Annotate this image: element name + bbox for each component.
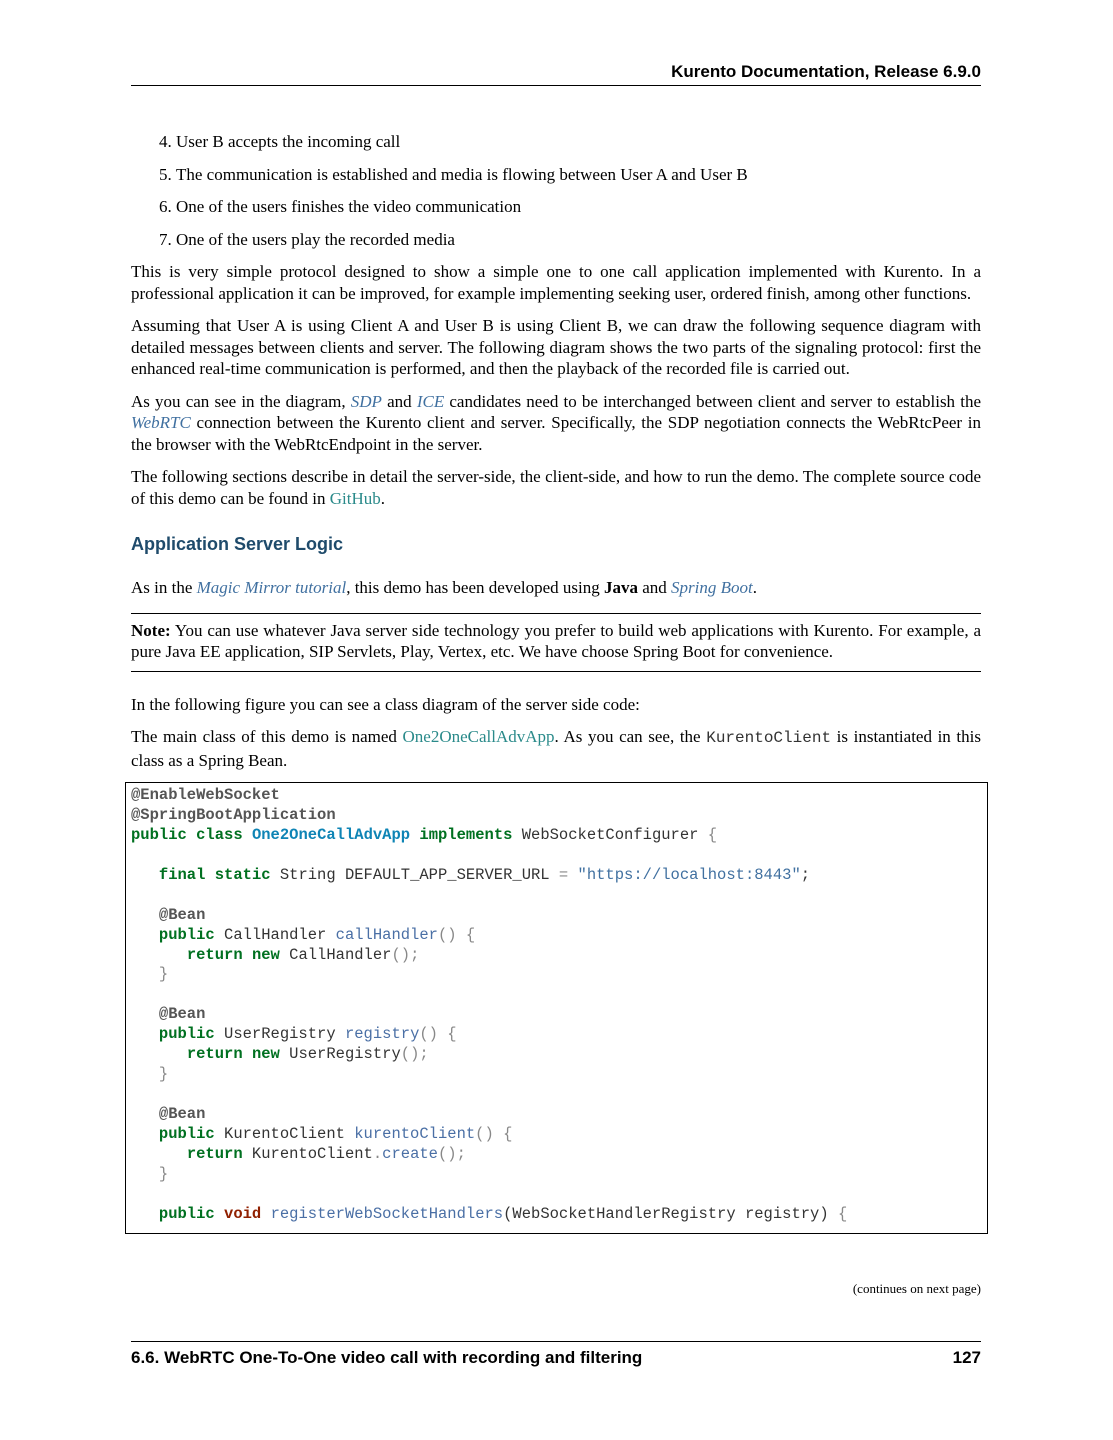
code-line: [126, 1145, 987, 1165]
code-token: {: [447, 1025, 457, 1044]
text: and: [637, 578, 672, 597]
paragraph: This is very simple protocol designed to show a simple one to one call application implemented with Kurento. In a professional application it can be improved, for example implementing seeking user, ordered finish, among other functions.: [131, 262, 981, 303]
webrtc-link[interactable]: WebRTC: [131, 413, 191, 432]
code-token: ();: [391, 945, 420, 964]
code-token: [131, 906, 159, 924]
text: .: [752, 578, 757, 597]
code-token: public: [131, 825, 187, 844]
code-token: [131, 926, 159, 944]
page-body: [131, 131, 981, 1234]
magic-mirror-link[interactable]: Magic Mirror tutorial: [196, 578, 347, 597]
code-line: [126, 1085, 987, 1105]
code-block: [125, 782, 988, 1234]
text: connection between the Kurento client and server. Specifically, the SDP negotiation connects the WebRtcPeer in the browser with the WebRtcEndpoint in the server.: [131, 413, 981, 454]
code-token: public: [158, 1124, 215, 1143]
text: As in the: [131, 578, 197, 597]
code-token: [261, 1205, 270, 1223]
note-label: Note:: [131, 620, 171, 640]
code-token: [187, 826, 196, 844]
text: . As you can see, the: [554, 727, 707, 746]
code-token: return: [186, 945, 243, 964]
paragraph: [131, 466, 981, 509]
text: As you can see in the diagram,: [131, 391, 351, 411]
code-token: {: [465, 925, 476, 944]
code-token: [131, 1045, 187, 1063]
code-token: }: [158, 1164, 169, 1183]
page-footer: [131, 1341, 981, 1368]
code-token: [131, 1105, 159, 1123]
text: and: [381, 391, 417, 411]
code-token: registry: [344, 1025, 420, 1044]
code-line: [126, 866, 987, 886]
code-line: [126, 886, 987, 906]
code-token: create: [382, 1144, 438, 1163]
list-item: 5. The communication is established and media is flowing between User A and User B: [176, 164, 981, 185]
code-token: callHandler: [335, 925, 438, 944]
code-token: implements: [419, 825, 513, 844]
code-token: public: [158, 1025, 215, 1044]
code-token: (): [437, 925, 457, 944]
list-item: 6. One of the users finishes the video communication: [176, 196, 981, 217]
code-token: [131, 1065, 159, 1083]
code-line: [126, 1205, 987, 1225]
code-token: CallHandler: [214, 925, 336, 944]
code-token: [457, 926, 466, 944]
text: is instantiated in this class as a Spring Bean.: [131, 727, 981, 770]
list-item: 4. User B accepts the incoming call: [176, 131, 981, 152]
code-token: [494, 1125, 503, 1143]
code-line: [126, 1165, 987, 1185]
code-line: [126, 946, 987, 966]
text: The main class of this demo is named: [131, 727, 403, 746]
page-number: 127: [952, 1348, 981, 1367]
code-token: [205, 866, 214, 884]
code-line: [126, 806, 987, 826]
code-token: (): [475, 1124, 494, 1143]
list-item: 7. One of the users play the recorded media: [176, 229, 981, 250]
sdp-link[interactable]: SDP: [350, 391, 382, 411]
code-token: return: [186, 1045, 243, 1064]
code-token: return: [186, 1144, 243, 1163]
code-token: One2OneCallAdvApp: [251, 825, 411, 844]
paragraph: Assuming that User A is using Client A and User B is using Client B, we can draw the following sequence diagram with detailed messages between clients and server. The following diagram shows the two parts of the signaling protocol: first the enhanced real-time communication is performed, and then the playback of the recorded file is carried out.: [131, 316, 981, 378]
code-token: [131, 1025, 159, 1043]
code-token: (): [419, 1025, 438, 1044]
code-token: "https://localhost:8443": [577, 865, 801, 884]
code-token: CallHandler: [279, 945, 392, 964]
code-token: @SpringBootApplication: [131, 805, 336, 824]
github-link[interactable]: GitHub: [329, 488, 381, 508]
code-token: @Bean: [158, 905, 206, 924]
code-token: static: [214, 865, 271, 884]
page-header: Kurento Documentation, Release 6.9.0: [131, 62, 981, 86]
code-token: UserRegistry: [214, 1025, 345, 1044]
paragraph: [131, 577, 981, 599]
inline-code: KurentoClient: [706, 729, 832, 747]
code-token: [131, 946, 187, 964]
paragraph: In the following figure you can see a class diagram of the server side code:: [131, 694, 640, 714]
code-line: [126, 1005, 987, 1025]
code-token: [131, 1205, 159, 1223]
code-token: WebSocketConfigurer: [512, 825, 708, 844]
code-token: [131, 1125, 159, 1143]
code-token: @EnableWebSocket: [131, 786, 280, 804]
code-token: {: [837, 1204, 848, 1223]
code-token: [568, 866, 577, 884]
code-line: [126, 846, 987, 866]
code-token: [131, 1005, 159, 1023]
code-line: [126, 786, 987, 806]
code-token: ();: [437, 1144, 466, 1163]
code-line: [126, 1185, 987, 1205]
code-token: {: [707, 825, 718, 844]
code-token: KurentoClient: [242, 1144, 373, 1163]
code-token: =: [558, 865, 569, 884]
paragraph: [131, 391, 981, 456]
note-box: [131, 613, 981, 672]
code-line: [126, 1105, 987, 1125]
code-token: ();: [400, 1045, 429, 1064]
code-token: new: [251, 1045, 280, 1064]
note-text: You can use whatever Java server side technology you prefer to build web applications with Kurento. For example, a pure Java EE application, SIP Servlets, Play, Vertex, etc. We have choose Spring Boot for convenience.: [131, 620, 981, 661]
ice-link[interactable]: ICE: [416, 391, 445, 411]
code-token: String DEFAULT_APP_SERVER_URL: [270, 865, 559, 884]
code-token: new: [251, 945, 280, 964]
code-token: }: [158, 1065, 169, 1084]
code-token: final: [158, 865, 206, 884]
code-token: {: [503, 1124, 513, 1143]
code-line: [126, 965, 987, 985]
code-token: [131, 866, 159, 884]
code-token: UserRegistry: [279, 1045, 401, 1064]
spring-boot-link[interactable]: Spring Boot: [671, 578, 753, 597]
code-token: [131, 1165, 159, 1183]
code-line: [126, 826, 987, 846]
code-token: public: [158, 1204, 215, 1223]
code-token: }: [158, 965, 169, 984]
footer-section: 6.6. WebRTC One-To-One video call with recording and filtering: [131, 1348, 643, 1367]
code-token: .: [372, 1144, 383, 1163]
java-text: Java: [603, 578, 638, 597]
text: candidates need to be interchanged between client and server to establish the: [444, 391, 981, 411]
continues-note: (continues on next page): [852, 1281, 981, 1296]
code-token: void: [224, 1204, 262, 1223]
steps-list: [131, 131, 981, 250]
code-token: [829, 1205, 838, 1223]
code-token: [131, 1145, 187, 1163]
code-token: ;: [800, 865, 811, 884]
code-token: [215, 1205, 224, 1223]
paragraph: [131, 726, 981, 771]
code-line: [126, 906, 987, 926]
code-token: (WebSocketHandlerRegistry registry): [503, 1204, 829, 1223]
code-token: [438, 1025, 447, 1043]
code-line: [126, 1025, 987, 1045]
code-line: [126, 926, 987, 946]
code-token: KurentoClient: [214, 1124, 355, 1143]
text: , this demo has been developed using: [346, 578, 604, 597]
section-title: Application Server Logic: [131, 534, 344, 554]
code-line: [126, 985, 987, 1005]
code-line: [126, 1065, 987, 1085]
text: .: [380, 488, 386, 508]
code-token: @Bean: [158, 1005, 206, 1024]
code-token: [131, 965, 159, 983]
code-token: [243, 1045, 252, 1063]
code-token: [410, 826, 419, 844]
code-line: [126, 1045, 987, 1065]
code-line: [126, 1125, 987, 1145]
code-token: [243, 826, 252, 844]
code-token: class: [196, 825, 243, 844]
code-token: @Bean: [158, 1105, 206, 1123]
class-link[interactable]: One2OneCallAdvApp: [402, 727, 555, 746]
code-token: registerWebSocketHandlers: [270, 1204, 504, 1223]
code-token: [243, 946, 252, 964]
code-token: public: [158, 925, 215, 944]
code-token: kurentoClient: [354, 1124, 476, 1143]
text: The following sections describe in detail the server-side, the client-side, and how to run the demo. The complete source code of this demo can be found in: [131, 467, 981, 508]
